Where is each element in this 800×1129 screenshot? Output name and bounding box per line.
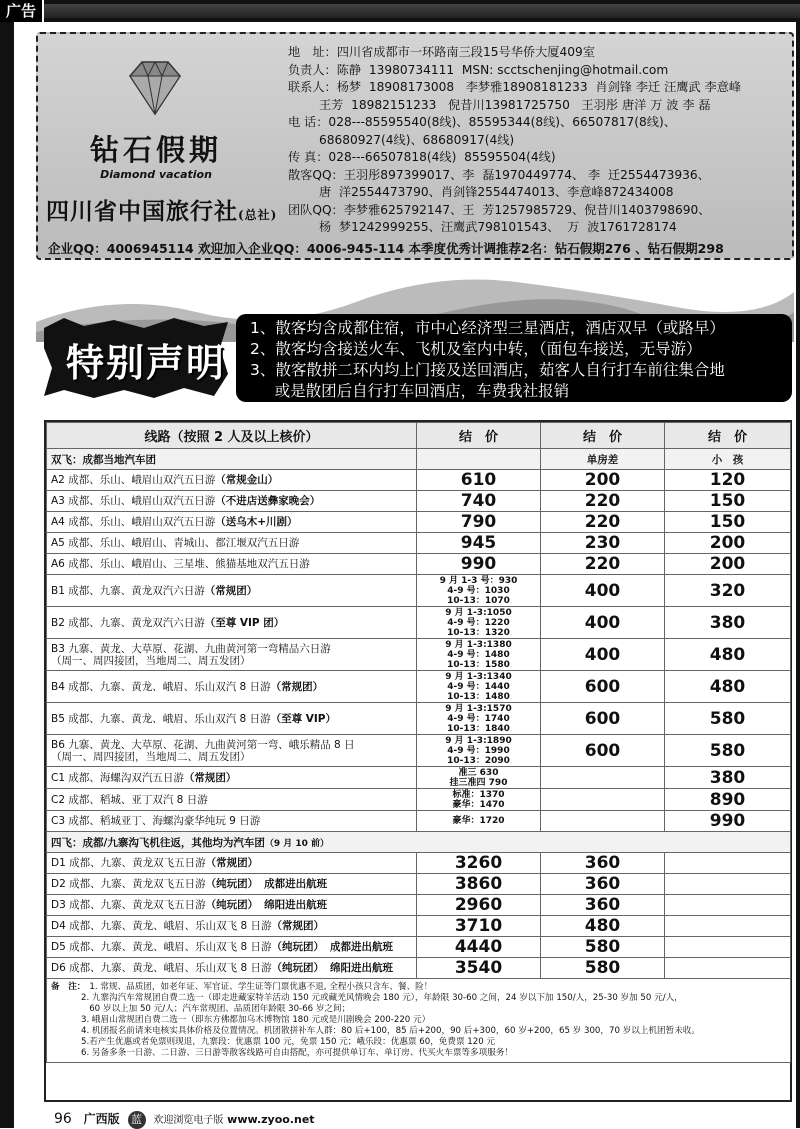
route-cell xyxy=(47,735,417,767)
price-cell: 3710 xyxy=(417,916,541,937)
price-cell: 2960 xyxy=(417,895,541,916)
route-name: D1 成都、九寨、黄龙双飞五日游 xyxy=(51,857,206,869)
route-tag: （不进店送彝家晚会） xyxy=(215,495,321,507)
section-sub-child: 小 孩 xyxy=(665,449,791,470)
agency-header xyxy=(36,32,794,260)
route-name: B3 九寨、黄龙、大草原、花湖、九曲黄河第一弯精品六日游 （周一、周四接团，当地周二、周五发团） xyxy=(51,642,331,667)
route-name: A2 成都、乐山、峨眉山双汽五日游 xyxy=(51,474,216,486)
footer-text: 欢迎浏览电子版 xyxy=(153,1115,224,1126)
single-supplement-cell: 580 xyxy=(541,937,665,958)
note-line: 3. 峨眉山常规团自费二选一（即东方佛都加乌木博物馆 180 元或是川剧晚会 200-220 元） xyxy=(81,1015,431,1025)
route-name: A5 成都、乐山、峨眉山、青城山、都江堰双汽五日游 xyxy=(51,537,300,549)
child-price-cell: 480 xyxy=(665,671,791,703)
page-number: 96 xyxy=(54,1111,72,1127)
route-tag: （纯玩团） xyxy=(271,962,324,974)
child-price-cell: 380 xyxy=(665,607,791,639)
child-price-cell: 200 xyxy=(665,554,791,575)
blank-cell xyxy=(665,937,791,958)
route-cell xyxy=(47,811,417,832)
tier-price: 10-13：1070 xyxy=(447,595,510,606)
single-supplement-cell: 230 xyxy=(541,533,665,554)
price-cell: 3540 xyxy=(417,958,541,979)
note-line: 60 岁以上加 50 元/人；汽车常规团、品质团年龄限 30-66 岁之间； xyxy=(81,1004,351,1014)
single-supplement-cell: 360 xyxy=(541,853,665,874)
contact-line: 唐 洋2554473790、肖剑锋2554474013、李意峰872434008 xyxy=(288,185,674,199)
route-extra: 成都进出航班 xyxy=(264,878,328,890)
table-row xyxy=(47,639,791,671)
route-cell xyxy=(47,937,417,958)
table-row xyxy=(47,512,791,533)
price-cell: 990 xyxy=(417,554,541,575)
route-name: A3 成都、乐山、峨眉山双汽五日游 xyxy=(51,495,216,507)
single-supplement-cell: 480 xyxy=(541,916,665,937)
contact-line: 王芳 18982151233 倪昔川13981725750 王羽彤 唐洋 万 波 李 磊 xyxy=(288,97,711,112)
single-supplement-cell xyxy=(541,811,665,832)
tier-price: 4-9 号：1030 xyxy=(447,585,510,596)
route-tag: （送乌木+川剧） xyxy=(215,516,298,528)
route-tag: （常规团） xyxy=(183,771,237,784)
note-line: 4. 机团报名前请来电核实具体价格及位置情况。机团散拼补车人群：80 后+100，85 后+200，90 后+300，60 岁+200，65 岁 300，70 岁以上机团暂未收。 xyxy=(81,1026,700,1036)
child-price-cell: 320 xyxy=(665,575,791,607)
price-cell: 4440 xyxy=(417,937,541,958)
contact-line: 联系人：杨梦 18908173008 李梦雅18908181233 肖剑锋 李迁 汪鹰武 李意峰 xyxy=(288,80,742,94)
tiered-price-cell xyxy=(417,703,541,735)
route-cell xyxy=(47,767,417,789)
price-cell: 740 xyxy=(417,491,541,512)
tier-price: 挂三准四 790 xyxy=(449,777,508,788)
route-name: A4 成都、乐山、峨眉山双汽五日游 xyxy=(51,516,216,528)
page-footer xyxy=(54,1110,315,1129)
route-name: B6 九寨、黄龙、大草原、花湖、九曲黄河第一弯、峨乐精品 8 日 （周一、周四接团，当地周二、周五发团） xyxy=(51,738,355,763)
section-title: 双飞：成都当地汽车团 xyxy=(47,449,417,470)
route-cell xyxy=(47,639,417,671)
tier-price: 10-13：2090 xyxy=(447,755,510,766)
route-tag: （至尊 VIP 团） xyxy=(204,616,285,629)
contact-line: 负责人：陈静 13980734111 MSN: scctschenjing@hotmail.com xyxy=(288,62,669,77)
single-supplement-cell: 200 xyxy=(541,470,665,491)
tier-price: 9 月 1-3:1340 xyxy=(445,671,512,682)
tier-price: 4-9 号：1740 xyxy=(447,713,510,724)
route-name: B5 成都、九寨、黄龙、峨眉、乐山双汽 8 日游 xyxy=(51,712,271,725)
contact-line: 地 址：四川省成都市一环路南三段15号华侨大厦409室 xyxy=(288,45,595,59)
brand-name: 钻石假期 xyxy=(89,133,222,167)
blank-cell xyxy=(665,895,791,916)
route-tag: （纯玩团） xyxy=(205,899,259,911)
header-price-3: 结 价 xyxy=(665,423,791,449)
single-supplement-cell: 600 xyxy=(541,671,665,703)
route-cell xyxy=(47,789,417,811)
child-price-cell: 150 xyxy=(665,512,791,533)
route-name: B4 成都、九寨、黄龙、峨眉、乐山双汽 8 日游 xyxy=(51,680,271,693)
route-name: C1 成都、海螺沟双汽五日游 xyxy=(51,771,184,784)
section-row xyxy=(47,832,791,853)
child-price-cell: 380 xyxy=(665,767,791,789)
single-supplement-cell: 400 xyxy=(541,607,665,639)
contact-block xyxy=(288,44,788,237)
single-supplement-cell: 360 xyxy=(541,874,665,895)
route-tag: （常规团） xyxy=(271,920,324,932)
table-row xyxy=(47,811,791,832)
child-price-cell: 150 xyxy=(665,491,791,512)
logo-box xyxy=(42,40,278,230)
table-row xyxy=(47,533,791,554)
contact-line: 电 话：028---85595540(8线)、85595344(8线)、66507817(8线)、 xyxy=(288,115,676,129)
single-supplement-cell: 600 xyxy=(541,735,665,767)
route-cell xyxy=(47,554,417,575)
table-row xyxy=(47,735,791,767)
single-supplement-cell: 220 xyxy=(541,512,665,533)
route-name: B2 成都、九寨、黄龙双汽六日游 xyxy=(51,616,205,629)
edition-label: 广西版 xyxy=(83,1112,120,1126)
table-row xyxy=(47,491,791,512)
tiered-price-cell xyxy=(417,607,541,639)
price-cell: 610 xyxy=(417,470,541,491)
notice-box: 1、散客均含成都住宿，市中心经济型三星酒店，酒店双早（或路早） 2、散客均含接送火车、飞机及室内中转，（面包车接送，无导游） 3、散客散拼二环内均上门接及送回酒店，茹客人自行打车前往集合地 或是散团后自行打车回酒店，车费我社报销 xyxy=(236,314,792,402)
contact-line: 传 真：028---66507818(4线) 85595504(4线) xyxy=(288,150,556,164)
section2-title: 四飞：成都/九寨沟飞机往返，其他均为汽车团 xyxy=(51,836,265,849)
table-row xyxy=(47,916,791,937)
brand-english: Diamond vacation xyxy=(100,168,212,181)
single-supplement-cell: 220 xyxy=(541,554,665,575)
route-name: C2 成都、稻城、亚丁双汽 8 日游 xyxy=(51,793,208,806)
child-price-cell: 890 xyxy=(665,789,791,811)
route-cell xyxy=(47,470,417,491)
table-row xyxy=(47,958,791,979)
footer-url[interactable]: www.zyoo.net xyxy=(227,1113,315,1126)
table-row xyxy=(47,607,791,639)
tier-price: 准三 630 xyxy=(458,767,499,778)
single-supplement-cell: 400 xyxy=(541,639,665,671)
section-blank xyxy=(417,449,541,470)
contact-line: 散客QQ：王羽彤897399017、李 磊1970449774、 李 迁2554473936、 xyxy=(288,167,710,182)
route-tag: （常规团） xyxy=(270,680,324,693)
agency-title: 四川省中国旅行社 xyxy=(46,198,238,225)
notes-label: 备 注： xyxy=(51,982,86,992)
single-supplement-cell xyxy=(541,789,665,811)
table-body xyxy=(47,449,791,1063)
child-price-cell: 200 xyxy=(665,533,791,554)
edition-logo: 蓝 xyxy=(128,1111,146,1129)
tier-price: 9 月 1-3:1050 xyxy=(445,607,512,618)
single-supplement-cell: 400 xyxy=(541,575,665,607)
contact-line: 团队QQ：李梦雅625792147、王 芳1257985729、倪昔川1403798690、 xyxy=(288,202,711,217)
tier-price: 4-9 号：1480 xyxy=(447,649,510,660)
route-cell xyxy=(47,575,417,607)
child-price-cell: 580 xyxy=(665,703,791,735)
table-row xyxy=(47,470,791,491)
notes-cell xyxy=(47,979,791,1063)
tier-price: 10-13：1320 xyxy=(447,627,510,638)
route-extra: 成都进出航班 xyxy=(329,941,393,953)
blank-cell xyxy=(665,916,791,937)
route-name: D3 成都、九寨、黄龙双飞五日游 xyxy=(51,899,206,911)
tier-price: 标准：1370 xyxy=(452,789,505,800)
tiered-price-cell xyxy=(417,811,541,832)
blank-cell xyxy=(665,853,791,874)
price-cell: 790 xyxy=(417,512,541,533)
route-name: D2 成都、九寨、黄龙双飞五日游 xyxy=(51,878,206,890)
note-line: 6. 另备多条一日游、二日游、三日游等散客线路可自由搭配，亦可提供单订车、单订房、代买火车票等多项服务！ xyxy=(81,1048,514,1058)
single-supplement-cell: 360 xyxy=(541,895,665,916)
section-sub-single: 单房差 xyxy=(541,449,665,470)
tiered-price-cell xyxy=(417,639,541,671)
route-tag: （至尊 VIP） xyxy=(270,712,336,725)
table-row xyxy=(47,575,791,607)
route-cell xyxy=(47,874,417,895)
route-tag: （纯玩团） xyxy=(205,878,259,890)
contact-line: 68680927(4线)、68680917(4线) xyxy=(288,132,515,147)
single-supplement-cell: 600 xyxy=(541,703,665,735)
route-name: D6 成都、九寨、黄龙、峨眉、乐山双飞 8 日游 xyxy=(51,962,272,974)
note-line: 1. 常规、品质团，如老年证、军官证、学生证等门票优惠不退, 全程小孩只含车、餐、险！ xyxy=(89,982,433,992)
top-strip xyxy=(44,4,800,18)
tiered-price-cell xyxy=(417,575,541,607)
tier-price: 10-13：1480 xyxy=(447,691,510,702)
tier-price: 4-9 号：1220 xyxy=(447,617,510,628)
section-title xyxy=(47,832,791,853)
tiered-price-cell xyxy=(417,767,541,789)
header-price: 结 价 xyxy=(417,423,541,449)
tier-price: 4-9 号：1990 xyxy=(447,745,510,756)
tier-price: 9 月 1-3 号：930 xyxy=(439,575,518,586)
price-cell: 945 xyxy=(417,533,541,554)
tier-price: 9 月 1-3:1890 xyxy=(445,735,512,746)
header-price-2: 结 价 xyxy=(541,423,665,449)
route-cell xyxy=(47,491,417,512)
route-cell xyxy=(47,853,417,874)
route-extra: 绵阳进出航班 xyxy=(329,962,393,974)
tier-price: 豪华：1720 xyxy=(452,816,505,826)
section-row xyxy=(47,449,791,470)
child-price-cell: 120 xyxy=(665,470,791,491)
agency-note: (总社) xyxy=(238,208,278,222)
section2-note: （9 月 10 前） xyxy=(264,838,330,849)
route-tag: （常规团） xyxy=(204,584,258,597)
table-row xyxy=(47,937,791,958)
route-cell xyxy=(47,895,417,916)
route-name: C3 成都、稻城亚丁、海螺沟豪华纯玩 9 日游 xyxy=(51,815,261,827)
tier-price: 9 月 1-3:1570 xyxy=(445,703,512,714)
table-row xyxy=(47,789,791,811)
tier-price: 10-13：1840 xyxy=(447,723,510,734)
note-line: 5.若产生优惠或者免票则现退，九寨段：优惠票 100 元，免票 150 元；峨乐段：优惠票 60，免费票 120 元 xyxy=(81,1037,496,1047)
blank-cell xyxy=(665,958,791,979)
blank-cell xyxy=(665,874,791,895)
ad-tag: 广告 xyxy=(0,0,44,22)
route-name: D4 成都、九寨、黄龙、峨眉、乐山双飞 8 日游 xyxy=(51,920,272,932)
single-supplement-cell xyxy=(541,767,665,789)
route-cell xyxy=(47,512,417,533)
route-cell xyxy=(47,607,417,639)
route-cell xyxy=(47,533,417,554)
tiered-price-cell xyxy=(417,789,541,811)
tier-price: 4-9 号：1440 xyxy=(447,681,510,692)
table-row xyxy=(47,874,791,895)
price-cell: 3260 xyxy=(417,853,541,874)
agency-name xyxy=(46,193,277,226)
tiered-price-cell xyxy=(417,735,541,767)
price-cell: 3860 xyxy=(417,874,541,895)
page xyxy=(0,22,800,1128)
route-cell xyxy=(47,916,417,937)
stamp-text: 特别声明 xyxy=(66,340,227,385)
tier-price: 9 月 1-3:1380 xyxy=(445,639,512,650)
tier-price: 豪华：1470 xyxy=(452,799,505,810)
route-cell xyxy=(47,671,417,703)
route-cell xyxy=(47,703,417,735)
route-tag: （常规团） xyxy=(205,857,259,869)
special-notice-stamp xyxy=(44,318,228,398)
notes-row xyxy=(47,979,791,1063)
child-price-cell: 480 xyxy=(665,639,791,671)
contact-line: 杨 梦1242999255、汪鹰武798101543、 万 波1761728174 xyxy=(288,220,677,234)
route-name: A6 成都、乐山、峨眉山、三星堆、熊猫基地双汽五日游 xyxy=(51,558,310,570)
table-row xyxy=(47,767,791,789)
route-extra: 绵阳进出航班 xyxy=(264,899,328,911)
price-table xyxy=(44,420,792,1102)
table-row xyxy=(47,853,791,874)
table-row xyxy=(47,554,791,575)
route-name: B1 成都、九寨、黄龙双汽六日游 xyxy=(51,584,205,597)
tier-price: 10-13：1580 xyxy=(447,659,510,670)
route-tag: （纯玩团） xyxy=(271,941,324,953)
tiered-price-cell xyxy=(417,671,541,703)
table-row xyxy=(47,895,791,916)
diamond-icon xyxy=(120,58,190,118)
route-name: D5 成都、九寨、黄龙、峨眉、乐山双飞 8 日游 xyxy=(51,941,272,953)
header-route: 线路（按照 2 人及以上核价） xyxy=(47,423,417,449)
child-price-cell: 580 xyxy=(665,735,791,767)
table-row xyxy=(47,703,791,735)
single-supplement-cell: 220 xyxy=(541,491,665,512)
table-header-row xyxy=(47,423,791,449)
single-supplement-cell: 580 xyxy=(541,958,665,979)
route-tag: （常规金山） xyxy=(215,474,279,486)
table-row xyxy=(47,671,791,703)
qq-line: 企业QQ：4006945114 欢迎加入企业QQ：4006-945-114 本季度优秀计调推荐2名：钻石假期276 、钻石假期298 xyxy=(48,241,724,256)
note-line: 2. 九寨沟汽车常规团自费二选一（即走进藏家特羊活动 150 元或藏羌风情晚会 180 元），年龄限 30-60 之间，24 岁以下加 150/人，25-30 岁加 50 元/人， xyxy=(81,993,683,1003)
child-price-cell: 990 xyxy=(665,811,791,832)
route-cell xyxy=(47,958,417,979)
